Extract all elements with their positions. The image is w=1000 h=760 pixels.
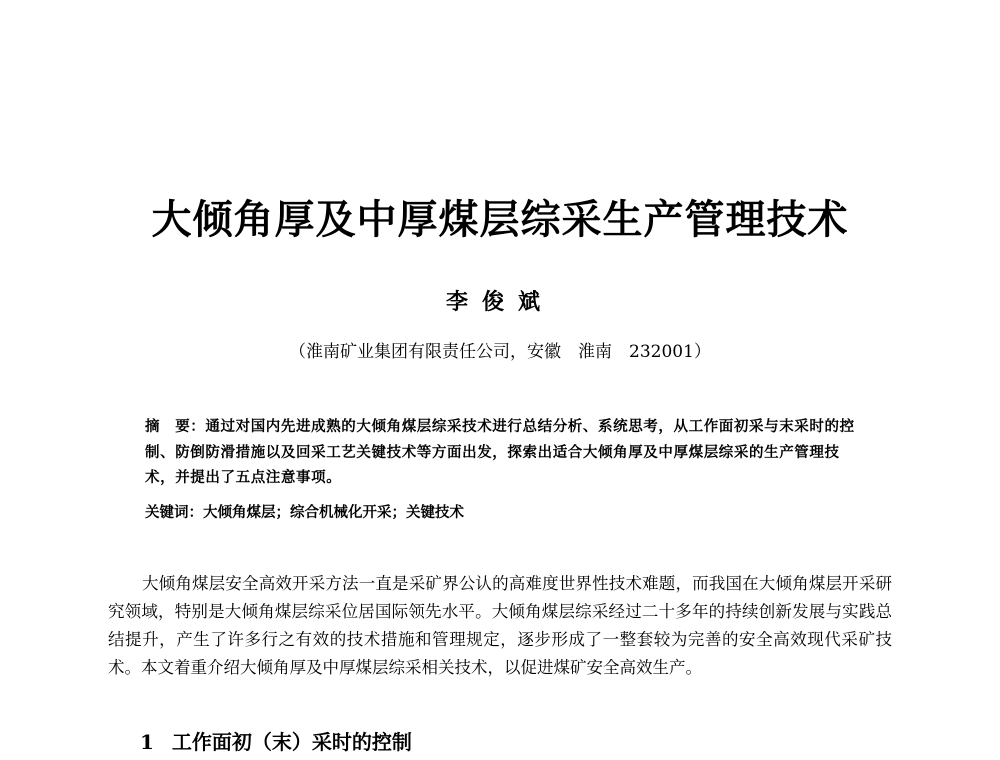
section-heading	[140, 728, 412, 756]
intro-paragraph: 大倾角煤层安全高效开采方法一直是采矿界公认的高难度世界性技术难题，而我国在大倾角煤层开采研究领域，特别是大倾角煤层综采位居国际领先水平。大倾角煤层综采经过二十多年的持续创新发展与实践总结提升，产生了许多行之有效的技术措施和管理规定，逐步形成了一整套较为完善的安全高效现代采矿技术。本文着重介绍大倾角厚及中厚煤层综采相关技术，以促进煤矿安全高效生产。	[108, 574, 892, 677]
keywords-label: 关键词：	[145, 505, 203, 521]
author-affiliation: （淮南矿业集团有限责任公司，安徽 淮南 232001）	[289, 342, 711, 362]
section-number: 1	[140, 730, 154, 754]
keywords	[145, 500, 857, 526]
abstract	[145, 414, 857, 490]
author-name: 李俊斌	[445, 289, 554, 315]
abstract-text: 通过对国内先进成熟的大倾角煤层综采技术进行总结分析、系统思考，从工作面初采与末采时的控制、防倒防滑措施以及回采工艺关键技术等方面出发，探索出适合大倾角厚及中厚煤层综采的生产管理技术，并提出了五点注意事项。	[145, 418, 855, 486]
section-title: 工作面初（末）采时的控制	[171, 730, 412, 754]
paper-title: 大倾角厚及中厚煤层综采生产管理技术	[151, 197, 849, 243]
keywords-text: 大倾角煤层；综合机械化开采；关键技术	[203, 504, 464, 521]
abstract-label: 摘 要：	[145, 419, 206, 435]
